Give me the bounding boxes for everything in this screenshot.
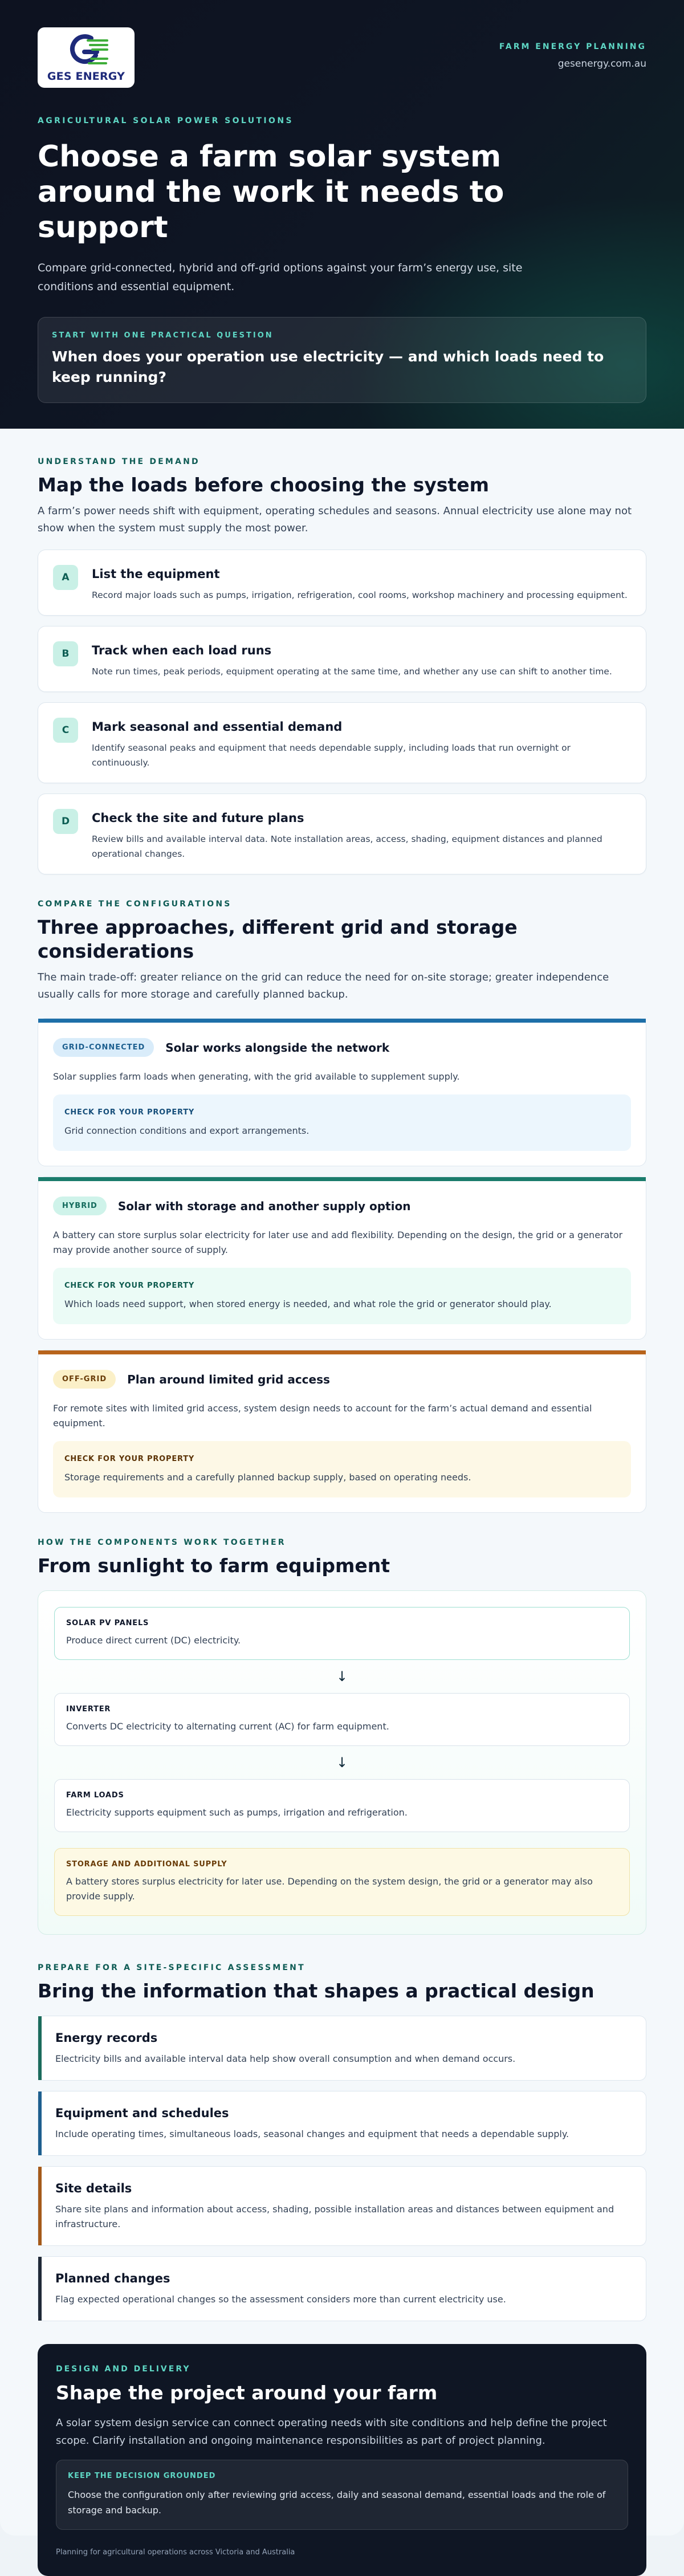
flow-step-solar — [54, 1607, 630, 1660]
assessment-title: Bring the information that shapes a practical design — [38, 1980, 595, 2002]
check-kicker: CHECK FOR YOUR PROPERTY — [64, 1455, 195, 1463]
info-card — [38, 2016, 646, 2081]
step-card — [38, 626, 646, 692]
config-title: Plan around limited grid access — [127, 1372, 330, 1386]
info-card — [38, 2256, 646, 2321]
configs-eyebrow: COMPARE THE CONFIGURATIONS — [38, 900, 232, 909]
config-accent-bar — [38, 1177, 646, 1181]
info-accent-edge — [38, 2257, 42, 2321]
hero-eyebrow: AGRICULTURAL SOLAR POWER SOLUTIONS — [38, 116, 294, 125]
step-letter-badge: C — [53, 718, 78, 743]
step-title: Check the site and future plans — [92, 811, 304, 825]
info-title: Energy records — [55, 2031, 158, 2045]
arrow-down-icon: ↓ — [336, 1755, 348, 1771]
demand-section — [0, 429, 684, 874]
step-card — [38, 550, 646, 616]
hero-subtitle: Compare grid-connected, hybrid and off-grid options against your farm’s energy use, site conditions and essential equipment. — [38, 262, 523, 293]
step-card — [38, 702, 646, 783]
info-accent-edge — [38, 2016, 42, 2080]
step-title: Mark seasonal and essential demand — [92, 720, 343, 734]
config-tag: GRID-CONNECTED — [53, 1038, 154, 1057]
closing-title: Shape the project around your farm — [56, 2382, 438, 2404]
configs-title: Three approaches, different grid and storage considerations — [38, 916, 518, 962]
info-accent-edge — [38, 2091, 42, 2155]
flow-step-text: Produce direct current (DC) electricity. — [66, 1635, 241, 1646]
config-check-box — [53, 1094, 631, 1151]
config-card-grid — [38, 1018, 646, 1166]
step-text: Note run times, peak periods, equipment operating at the same time, and whether any use can shift to another time. — [92, 666, 612, 677]
config-tag: OFF-GRID — [53, 1370, 116, 1389]
page-title: Choose a farm solar system around the work it needs to support — [38, 140, 504, 245]
config-check-box — [53, 1268, 631, 1324]
flow-storage-card — [54, 1848, 630, 1916]
flow-step-kicker: INVERTER — [66, 1705, 111, 1714]
closing-text: A solar system design service can connect operating needs with site conditions and help define the project scope. Clarify installation and ongoing maintenance responsibilities as part of project planning. — [56, 2417, 607, 2447]
demand-intro: A farm’s power needs shift with equipment, operating schedules and seasons. Annual electricity use alone may not show when the system must supply the most power. — [38, 505, 632, 534]
question-text: When does your operation use electricity — and which loads need to keep running? — [52, 348, 604, 385]
assessment-eyebrow: PREPARE FOR A SITE-SPECIFIC ASSESSMENT — [38, 1963, 306, 1972]
info-text: Share site plans and information about access, shading, possible installation areas and distances between equipment and infrastructure. — [55, 2204, 614, 2229]
config-title: Solar works alongside the network — [165, 1040, 390, 1055]
logo-wordmark: GES ENERGY — [47, 70, 125, 83]
brand-meta — [499, 27, 646, 70]
flow-diagram — [38, 1590, 646, 1935]
check-text: Storage requirements and a carefully planned backup supply, based on operating needs. — [64, 1472, 471, 1483]
site-link[interactable]: gesenergy.com.au — [557, 58, 646, 70]
info-title: Equipment and schedules — [55, 2106, 229, 2120]
question-card — [38, 317, 646, 403]
step-card — [38, 793, 646, 874]
config-text: Solar supplies farm loads when generating, with the grid available to supplement supply. — [53, 1071, 460, 1082]
demand-title: Map the loads before choosing the system — [38, 474, 489, 496]
step-letter-badge: B — [53, 641, 78, 666]
info-text: Flag expected operational changes so the assessment considers more than current electricity use. — [55, 2294, 506, 2305]
step-text: Identify seasonal peaks and equipment that needs dependable supply, including loads that run overnight or continuously. — [92, 743, 571, 768]
check-kicker: CHECK FOR YOUR PROPERTY — [64, 1281, 195, 1290]
configs-section — [0, 874, 684, 1513]
config-check-box — [53, 1441, 631, 1497]
config-title: Solar with storage and another supply option — [117, 1199, 411, 1213]
step-text: Record major loads such as pumps, irrigation, refrigeration, cool rooms, workshop machinery and processing equipment. — [92, 590, 628, 600]
config-card-hybrid — [38, 1177, 646, 1340]
config-text: A battery can store surplus solar electricity for later use and add flexibility. Depending on the design, the grid or a generator may provide another source of supply. — [53, 1230, 623, 1255]
step-title: Track when each load runs — [92, 644, 272, 657]
info-accent-edge — [38, 2167, 42, 2245]
info-card — [38, 2166, 646, 2246]
step-text: Review bills and available interval data. Note installation areas, access, shading, equipment distances and planned operational changes. — [92, 834, 602, 859]
flow-title: From sunlight to farm equipment — [38, 1554, 390, 1577]
flow-step-kicker: FARM LOADS — [66, 1791, 124, 1800]
check-text: Grid connection conditions and export arrangements. — [64, 1125, 310, 1136]
info-card — [38, 2091, 646, 2156]
configs-intro: The main trade-off: greater reliance on the grid can reduce the need for on-site storage; greater independence usually calls for more storage and carefully planned backup. — [38, 971, 609, 1000]
check-text: Which loads need support, when stored energy is needed, and what role the grid or generator should play. — [64, 1299, 552, 1309]
closing-footer: Planning for agricultural operations across Victoria and Australia — [56, 2548, 295, 2557]
config-text: For remote sites with limited grid access, system design needs to account for the farm’s actual demand and essential equipment. — [53, 1403, 592, 1429]
info-text: Electricity bills and available interval data help show overall consumption and when demand occurs. — [55, 2053, 516, 2064]
config-accent-bar — [38, 1350, 646, 1354]
flow-step-text: Converts DC electricity to alternating current (AC) for farm equipment. — [66, 1721, 389, 1732]
brand-kicker: FARM ENERGY PLANNING — [499, 42, 646, 51]
info-text: Include operating times, simultaneous loads, seasonal changes and equipment that needs a dependable supply. — [55, 2129, 569, 2139]
check-kicker: CHECK FOR YOUR PROPERTY — [64, 1108, 195, 1117]
flow-step-kicker: SOLAR PV PANELS — [66, 1619, 149, 1627]
info-title: Site details — [55, 2182, 132, 2195]
storage-text: A battery stores surplus electricity for later use. Depending on the system design, the grid or a generator may also provide supply. — [66, 1876, 593, 1902]
flow-step-loads — [54, 1779, 630, 1832]
config-card-offgrid — [38, 1350, 646, 1513]
step-letter-badge: D — [53, 809, 78, 834]
callout-kicker: KEEP THE DECISION GROUNDED — [68, 2472, 216, 2480]
callout-text: Choose the configuration only after reviewing grid access, daily and seasonal demand, essential loads and the role of storage and backup. — [68, 2489, 606, 2516]
step-letter-badge: A — [53, 565, 78, 590]
flow-step-text: Electricity supports equipment such as pumps, irrigation and refrigeration. — [66, 1807, 408, 1818]
flow-step-inverter — [54, 1693, 630, 1746]
step-title: List the equipment — [92, 567, 220, 581]
assessment-section — [0, 1935, 684, 2576]
brand-logo[interactable] — [38, 27, 135, 88]
hero-topbar — [38, 27, 646, 88]
arrow-down-icon: ↓ — [336, 1669, 348, 1684]
config-tag: HYBRID — [53, 1197, 107, 1215]
flow-section — [0, 1513, 684, 1935]
flow-eyebrow: HOW THE COMPONENTS WORK TOGETHER — [38, 1538, 286, 1547]
storage-kicker: STORAGE AND ADDITIONAL SUPPLY — [66, 1860, 227, 1869]
config-accent-bar — [38, 1019, 646, 1023]
question-kicker: START WITH ONE PRACTICAL QUESTION — [52, 331, 274, 340]
demand-eyebrow: UNDERSTAND THE DEMAND — [38, 457, 200, 466]
closing-panel — [38, 2344, 646, 2576]
hero — [0, 0, 684, 429]
closing-callout — [56, 2460, 628, 2530]
info-title: Planned changes — [55, 2272, 170, 2285]
closing-eyebrow: DESIGN AND DELIVERY — [56, 2365, 191, 2374]
ges-logo-icon — [62, 32, 111, 69]
